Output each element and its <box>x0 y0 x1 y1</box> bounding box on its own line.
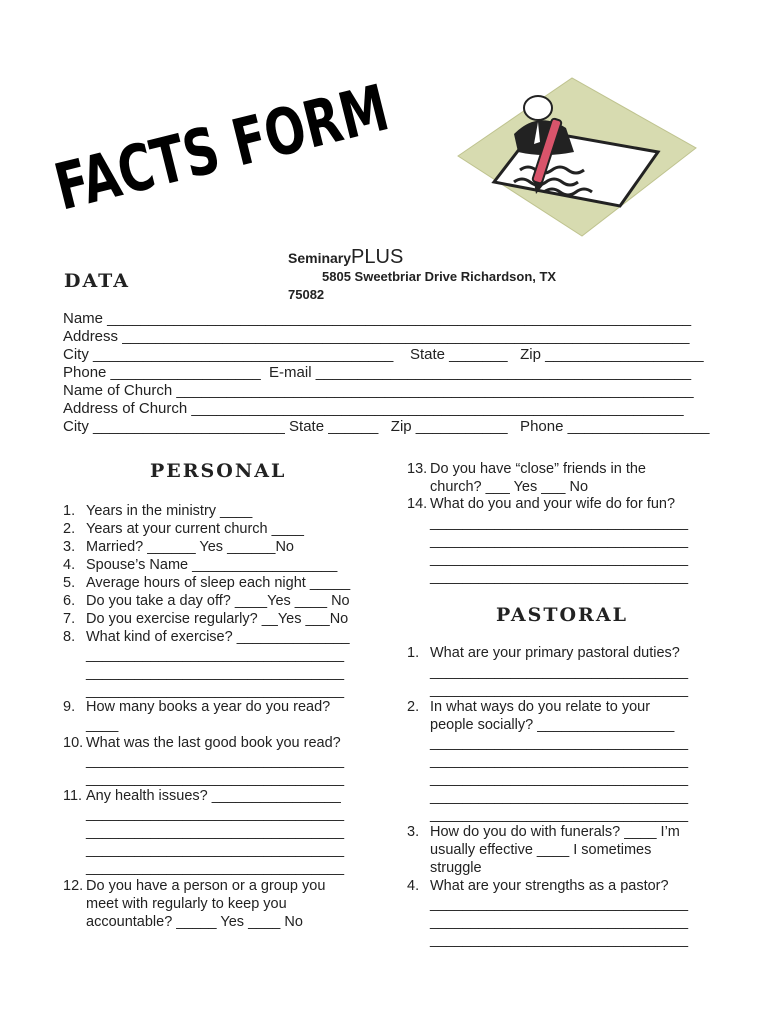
church-address-field[interactable]: Address of Church ___________________________________________________________ <box>63 400 684 417</box>
item-number: 3. <box>63 539 76 555</box>
item-text: church? ___ Yes ___ No <box>430 479 589 495</box>
item-number: 6. <box>63 593 76 609</box>
item-text: ________________________________ <box>430 682 689 698</box>
item-text: What do you and your wife do for fun? <box>430 496 676 512</box>
phone-email-field[interactable]: Phone __________________ E-mail _____________________________________________ <box>63 364 692 381</box>
item-number: 12. <box>63 878 84 894</box>
org-name-part2: PLUS <box>351 246 404 268</box>
item-text: ________________________________ <box>86 665 345 681</box>
item-number: 11. <box>63 788 83 804</box>
item-text: ________________________________ <box>430 569 689 585</box>
item-text: ________________________________ <box>430 533 689 549</box>
item-number: 4. <box>407 878 420 894</box>
item-text: How do you do with funerals? ____ I’m <box>430 824 680 840</box>
church-city-phone-field[interactable]: City _______________________ State ______ Zip ___________ Phone _________________ <box>63 418 710 435</box>
item-text: How many books a year do you read? <box>86 699 331 715</box>
name-field[interactable]: Name ______________________________________________________________________ <box>63 310 692 327</box>
item-number: 1. <box>407 645 420 661</box>
item-text: struggle <box>430 860 482 876</box>
item-text: Do you have a person or a group you <box>86 878 326 894</box>
item-number: 5. <box>63 575 76 591</box>
item-text: ________________________________ <box>86 824 345 840</box>
item-text: Do you have “close” friends in the <box>430 461 646 477</box>
item-text: Average hours of sleep each night _____ <box>86 575 351 591</box>
item-text: Do you take a day off? ____Yes ____ No <box>86 593 350 609</box>
item-text: ________________________________ <box>430 753 689 769</box>
item-text: ________________________________ <box>430 789 689 805</box>
item-text: ________________________________ <box>430 896 689 912</box>
item-text: ________________________________ <box>86 806 345 822</box>
item-text: people socially? _________________ <box>430 717 675 733</box>
org-address-line2: 75082 <box>288 287 325 302</box>
item-number: 14. <box>407 496 428 512</box>
org-address-line1: 5805 Sweetbriar Drive Richardson, TX <box>322 269 557 284</box>
personal-heading: PERSONAL <box>150 460 287 482</box>
writing-person-illustration <box>452 78 698 238</box>
item-text: ________________________________ <box>430 932 689 948</box>
item-number: 3. <box>407 824 420 840</box>
address-field[interactable]: Address ____________________________________________________________________ <box>63 328 690 345</box>
item-number: 7. <box>63 611 76 627</box>
item-text: Years in the ministry ____ <box>86 503 253 519</box>
item-text: ________________________________ <box>86 753 345 769</box>
item-number: 1. <box>63 503 76 519</box>
item-text: ________________________________ <box>86 771 345 787</box>
item-text: In what ways do you relate to your <box>430 699 651 715</box>
item-text: meet with regularly to keep you <box>86 896 287 912</box>
item-text: ________________________________ <box>86 683 345 699</box>
item-number: 8. <box>63 629 76 645</box>
item-text: ________________________________ <box>430 515 689 531</box>
item-text: ________________________________ <box>430 664 689 680</box>
item-text: ________________________________ <box>430 807 689 823</box>
item-number: 10. <box>63 735 84 751</box>
form-title-text: FACTS FORM <box>47 43 509 226</box>
item-text: usually effective ____ I sometimes <box>430 842 652 858</box>
item-text: ________________________________ <box>430 551 689 567</box>
item-text: accountable? _____ Yes ____ No <box>86 914 303 930</box>
item-text: ________________________________ <box>430 771 689 787</box>
item-number: 9. <box>63 699 76 715</box>
item-number: 13. <box>407 461 428 477</box>
data-heading: DATA <box>64 270 131 292</box>
church-name-field[interactable]: Name of Church ______________________________________________________________ <box>63 382 694 399</box>
item-text: ________________________________ <box>86 647 345 663</box>
item-number: 4. <box>63 557 76 573</box>
item-text: ________________________________ <box>86 860 345 876</box>
form-title <box>47 43 509 226</box>
item-text: Any health issues? ________________ <box>86 788 341 804</box>
item-text: ________________________________ <box>430 914 689 930</box>
org-name-part1: Seminary <box>288 250 352 266</box>
organization-name <box>288 246 403 269</box>
item-text: Do you exercise regularly? __Yes ___No <box>86 611 349 627</box>
city-state-zip-field[interactable]: City ____________________________________ State _______ Zip ___________________ <box>63 346 704 363</box>
item-text: What kind of exercise? ______________ <box>86 629 350 645</box>
item-text: What are your strengths as a pastor? <box>430 878 669 894</box>
item-number: 2. <box>407 699 420 715</box>
item-text: What are your primary pastoral duties? <box>430 645 680 661</box>
item-text: Years at your current church ____ <box>86 521 304 537</box>
pastoral-heading: PASTORAL <box>496 604 628 626</box>
item-text: Married? ______ Yes ______No <box>86 539 294 555</box>
item-number: 2. <box>63 521 76 537</box>
item-text: What was the last good book you read? <box>86 735 341 751</box>
item-text: ____ <box>86 717 119 733</box>
item-text: Spouse’s Name __________________ <box>86 557 338 573</box>
item-text: ________________________________ <box>430 735 689 751</box>
item-text: ________________________________ <box>86 842 345 858</box>
